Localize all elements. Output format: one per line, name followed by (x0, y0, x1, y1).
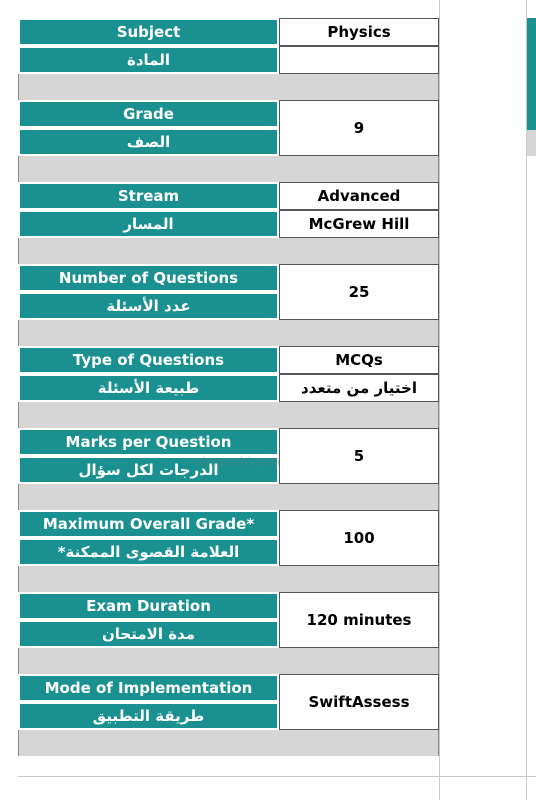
max-grade-value[interactable]: 100 (279, 510, 439, 566)
gridline (18, 776, 536, 777)
subject-value[interactable]: Physics (279, 18, 439, 46)
spacer-row (18, 402, 439, 428)
duration-label: Exam Duration (18, 592, 279, 620)
marks-value[interactable]: 5 (279, 428, 439, 484)
stream-label: Stream (18, 182, 279, 210)
marks-label-ar: الدرجات لكل سؤال (18, 456, 279, 484)
type-questions-value[interactable]: MCQs (279, 346, 439, 374)
num-questions-row (18, 264, 439, 320)
type-questions-row-ar (18, 374, 439, 402)
spacer-row (18, 648, 439, 674)
subject-row-ar (18, 46, 439, 74)
stream-label-ar: المسار (18, 210, 279, 238)
subject-row-en (18, 18, 439, 46)
stream-row-ar (18, 210, 439, 238)
adjacent-gap (527, 130, 536, 156)
type-questions-value-2[interactable]: اختيار من متعدد (279, 374, 439, 402)
spacer-row (18, 74, 439, 100)
num-questions-value[interactable]: 25 (279, 264, 439, 320)
adjacent-column (527, 18, 536, 800)
subject-label-ar: المادة (18, 46, 279, 74)
marks-label: Marks per Question (18, 428, 279, 456)
type-questions-row-en (18, 346, 439, 374)
grade-row (18, 100, 439, 156)
watermark: almanahj.com (195, 455, 281, 469)
mode-label-ar: طريقة التطبيق (18, 702, 279, 730)
type-questions-label: Type of Questions (18, 346, 279, 374)
mode-value[interactable]: SwiftAssess (279, 674, 439, 730)
grade-label: Grade (18, 100, 279, 128)
max-grade-label-ar: العلامة القصوى الممكنة* (18, 538, 279, 566)
subject-label: Subject (18, 18, 279, 46)
mode-label: Mode of Implementation (18, 674, 279, 702)
stream-row-en (18, 182, 439, 210)
duration-label-ar: مدة الامتحان (18, 620, 279, 648)
max-grade-label: Maximum Overall Grade* (18, 510, 279, 538)
num-questions-label-ar: عدد الأسئلة (18, 292, 279, 320)
spacer-row (18, 320, 439, 346)
gridline (439, 0, 440, 800)
exam-info-table (18, 18, 439, 756)
adjacent-header-block (527, 18, 536, 130)
spacer-row (18, 156, 439, 182)
grade-label-ar: الصف (18, 128, 279, 156)
spacer-row (18, 730, 439, 756)
subject-value-2[interactable] (279, 46, 439, 74)
spacer-row (18, 238, 439, 264)
max-grade-row (18, 510, 439, 566)
mode-row (18, 674, 439, 730)
spacer-row (18, 484, 439, 510)
grade-value[interactable]: 9 (279, 100, 439, 156)
duration-value[interactable]: 120 minutes (279, 592, 439, 648)
type-questions-label-ar: طبيعة الأسئلة (18, 374, 279, 402)
stream-value[interactable]: Advanced (279, 182, 439, 210)
duration-row (18, 592, 439, 648)
spacer-row (18, 566, 439, 592)
stream-value-2[interactable]: McGrew Hill (279, 210, 439, 238)
num-questions-label: Number of Questions (18, 264, 279, 292)
